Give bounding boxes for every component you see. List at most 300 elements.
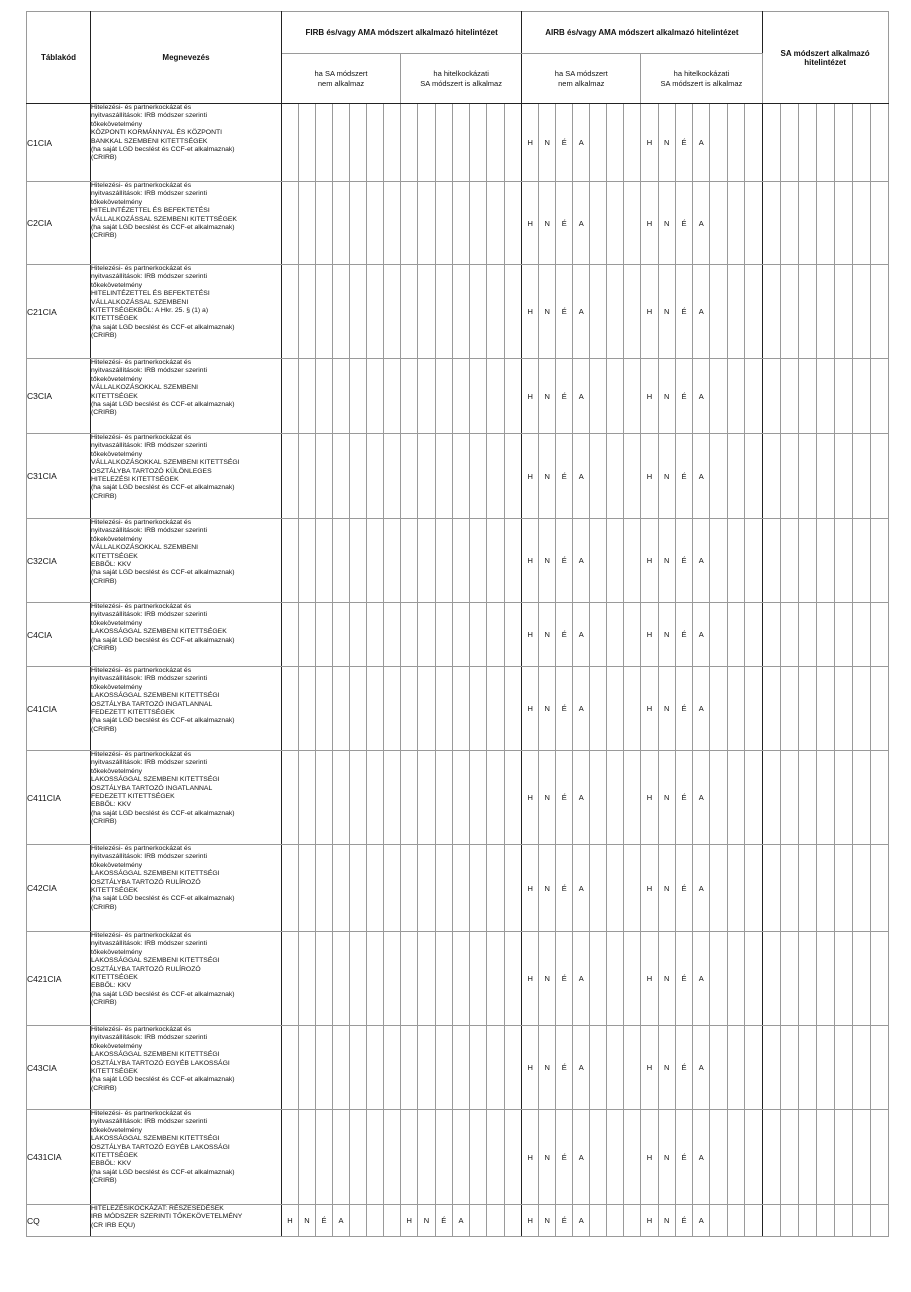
input-cell[interactable] xyxy=(852,359,870,434)
input-cell[interactable]: A xyxy=(573,1205,590,1237)
input-cell[interactable]: H xyxy=(641,434,658,519)
input-cell[interactable] xyxy=(487,434,504,519)
input-cell[interactable] xyxy=(710,104,727,182)
input-cell[interactable] xyxy=(834,104,852,182)
input-cell[interactable] xyxy=(710,182,727,265)
input-cell[interactable] xyxy=(299,359,316,434)
input-cell[interactable] xyxy=(487,182,504,265)
input-cell[interactable] xyxy=(418,932,435,1026)
input-cell[interactable] xyxy=(367,1026,384,1110)
input-cell[interactable] xyxy=(487,603,504,667)
input-cell[interactable] xyxy=(350,1110,367,1205)
input-cell[interactable] xyxy=(798,104,816,182)
input-cell[interactable] xyxy=(745,519,763,603)
input-cell[interactable] xyxy=(504,1205,521,1237)
input-cell[interactable]: H xyxy=(522,845,539,932)
input-cell[interactable] xyxy=(487,359,504,434)
input-cell[interactable] xyxy=(745,1205,763,1237)
input-cell[interactable]: N xyxy=(539,1205,556,1237)
input-cell[interactable] xyxy=(780,519,798,603)
input-cell[interactable] xyxy=(282,182,299,265)
input-cell[interactable] xyxy=(780,845,798,932)
input-cell[interactable]: H xyxy=(641,932,658,1026)
input-cell[interactable] xyxy=(834,359,852,434)
input-cell[interactable]: N xyxy=(539,667,556,751)
input-cell[interactable] xyxy=(384,182,401,265)
input-cell[interactable] xyxy=(780,751,798,845)
input-cell[interactable] xyxy=(870,434,888,519)
input-cell[interactable] xyxy=(384,359,401,434)
input-cell[interactable] xyxy=(418,519,435,603)
input-cell[interactable] xyxy=(435,265,452,359)
input-cell[interactable] xyxy=(435,845,452,932)
input-cell[interactable]: A xyxy=(573,182,590,265)
input-cell[interactable] xyxy=(816,845,834,932)
input-cell[interactable] xyxy=(798,751,816,845)
input-cell[interactable] xyxy=(834,845,852,932)
input-cell[interactable] xyxy=(470,1205,487,1237)
input-cell[interactable] xyxy=(418,104,435,182)
input-cell[interactable] xyxy=(282,603,299,667)
input-cell[interactable] xyxy=(487,751,504,845)
input-cell[interactable] xyxy=(435,1026,452,1110)
input-cell[interactable] xyxy=(816,1026,834,1110)
input-cell[interactable] xyxy=(762,519,780,603)
input-cell[interactable] xyxy=(299,434,316,519)
input-cell[interactable]: A xyxy=(693,434,710,519)
input-cell[interactable] xyxy=(384,845,401,932)
input-cell[interactable] xyxy=(607,1026,624,1110)
input-cell[interactable] xyxy=(834,265,852,359)
input-cell[interactable] xyxy=(504,1026,521,1110)
input-cell[interactable] xyxy=(333,667,350,751)
input-cell[interactable]: É xyxy=(675,265,692,359)
input-cell[interactable] xyxy=(727,265,744,359)
input-cell[interactable] xyxy=(435,104,452,182)
input-cell[interactable] xyxy=(452,1026,469,1110)
input-cell[interactable] xyxy=(384,104,401,182)
input-cell[interactable] xyxy=(452,1110,469,1205)
input-cell[interactable] xyxy=(780,1205,798,1237)
input-cell[interactable] xyxy=(727,751,744,845)
input-cell[interactable] xyxy=(504,932,521,1026)
input-cell[interactable] xyxy=(870,603,888,667)
input-cell[interactable] xyxy=(316,932,333,1026)
input-cell[interactable] xyxy=(435,603,452,667)
input-cell[interactable] xyxy=(590,751,607,845)
input-cell[interactable] xyxy=(727,1110,744,1205)
input-cell[interactable] xyxy=(316,1110,333,1205)
input-cell[interactable]: N xyxy=(539,932,556,1026)
input-cell[interactable]: H xyxy=(641,667,658,751)
input-cell[interactable] xyxy=(834,932,852,1026)
input-cell[interactable] xyxy=(745,845,763,932)
input-cell[interactable] xyxy=(452,104,469,182)
input-cell[interactable] xyxy=(870,359,888,434)
input-cell[interactable] xyxy=(316,434,333,519)
input-cell[interactable] xyxy=(350,359,367,434)
input-cell[interactable]: H xyxy=(641,751,658,845)
input-cell[interactable] xyxy=(745,359,763,434)
input-cell[interactable] xyxy=(470,1110,487,1205)
input-cell[interactable] xyxy=(282,519,299,603)
input-cell[interactable]: N xyxy=(658,265,675,359)
input-cell[interactable] xyxy=(350,1205,367,1237)
input-cell[interactable] xyxy=(504,434,521,519)
input-cell[interactable]: A xyxy=(573,104,590,182)
input-cell[interactable] xyxy=(299,265,316,359)
input-cell[interactable] xyxy=(401,751,418,845)
input-cell[interactable]: N xyxy=(658,667,675,751)
input-cell[interactable] xyxy=(384,519,401,603)
input-cell[interactable]: A xyxy=(693,932,710,1026)
input-cell[interactable]: H xyxy=(522,1110,539,1205)
input-cell[interactable] xyxy=(590,1205,607,1237)
input-cell[interactable] xyxy=(282,265,299,359)
input-cell[interactable] xyxy=(624,265,641,359)
input-cell[interactable] xyxy=(798,265,816,359)
input-cell[interactable] xyxy=(367,434,384,519)
input-cell[interactable] xyxy=(762,932,780,1026)
input-cell[interactable] xyxy=(727,519,744,603)
input-cell[interactable] xyxy=(470,845,487,932)
input-cell[interactable] xyxy=(282,1110,299,1205)
input-cell[interactable] xyxy=(870,104,888,182)
input-cell[interactable] xyxy=(367,845,384,932)
input-cell[interactable] xyxy=(384,751,401,845)
input-cell[interactable] xyxy=(367,1205,384,1237)
input-cell[interactable] xyxy=(624,104,641,182)
input-cell[interactable]: A xyxy=(573,519,590,603)
input-cell[interactable] xyxy=(607,265,624,359)
input-cell[interactable] xyxy=(384,603,401,667)
input-cell[interactable] xyxy=(487,1110,504,1205)
input-cell[interactable]: É xyxy=(675,845,692,932)
input-cell[interactable] xyxy=(367,104,384,182)
input-cell[interactable]: É xyxy=(556,667,573,751)
input-cell[interactable] xyxy=(299,519,316,603)
input-cell[interactable]: N xyxy=(658,1110,675,1205)
input-cell[interactable] xyxy=(316,519,333,603)
input-cell[interactable] xyxy=(367,182,384,265)
input-cell[interactable]: É xyxy=(556,845,573,932)
input-cell[interactable] xyxy=(282,104,299,182)
input-cell[interactable] xyxy=(816,359,834,434)
input-cell[interactable] xyxy=(367,932,384,1026)
input-cell[interactable] xyxy=(435,751,452,845)
input-cell[interactable] xyxy=(590,182,607,265)
input-cell[interactable] xyxy=(852,845,870,932)
input-cell[interactable] xyxy=(590,932,607,1026)
input-cell[interactable] xyxy=(798,667,816,751)
input-cell[interactable]: É xyxy=(556,1110,573,1205)
input-cell[interactable] xyxy=(624,1110,641,1205)
input-cell[interactable] xyxy=(870,667,888,751)
input-cell[interactable] xyxy=(798,359,816,434)
input-cell[interactable] xyxy=(418,667,435,751)
input-cell[interactable] xyxy=(350,751,367,845)
input-cell[interactable] xyxy=(435,1110,452,1205)
input-cell[interactable] xyxy=(350,265,367,359)
input-cell[interactable]: H xyxy=(641,182,658,265)
input-cell[interactable] xyxy=(870,845,888,932)
input-cell[interactable] xyxy=(710,845,727,932)
input-cell[interactable]: A xyxy=(693,1110,710,1205)
input-cell[interactable] xyxy=(487,845,504,932)
input-cell[interactable] xyxy=(333,751,350,845)
input-cell[interactable] xyxy=(470,667,487,751)
input-cell[interactable] xyxy=(710,667,727,751)
input-cell[interactable] xyxy=(834,751,852,845)
input-cell[interactable] xyxy=(350,1026,367,1110)
input-cell[interactable] xyxy=(401,845,418,932)
input-cell[interactable] xyxy=(452,603,469,667)
input-cell[interactable] xyxy=(299,845,316,932)
input-cell[interactable] xyxy=(852,1110,870,1205)
input-cell[interactable] xyxy=(727,1205,744,1237)
input-cell[interactable] xyxy=(816,1110,834,1205)
input-cell[interactable] xyxy=(350,182,367,265)
input-cell[interactable] xyxy=(435,434,452,519)
input-cell[interactable] xyxy=(798,845,816,932)
input-cell[interactable] xyxy=(762,182,780,265)
input-cell[interactable] xyxy=(727,667,744,751)
input-cell[interactable] xyxy=(504,182,521,265)
input-cell[interactable] xyxy=(834,603,852,667)
input-cell[interactable] xyxy=(798,1205,816,1237)
input-cell[interactable] xyxy=(780,265,798,359)
input-cell[interactable] xyxy=(727,932,744,1026)
input-cell[interactable] xyxy=(487,104,504,182)
input-cell[interactable]: H xyxy=(641,1205,658,1237)
input-cell[interactable] xyxy=(727,182,744,265)
input-cell[interactable]: A xyxy=(573,434,590,519)
input-cell[interactable] xyxy=(435,182,452,265)
input-cell[interactable] xyxy=(607,603,624,667)
input-cell[interactable] xyxy=(745,1026,763,1110)
input-cell[interactable] xyxy=(607,667,624,751)
input-cell[interactable] xyxy=(470,265,487,359)
input-cell[interactable] xyxy=(333,932,350,1026)
input-cell[interactable] xyxy=(780,1026,798,1110)
input-cell[interactable] xyxy=(710,519,727,603)
input-cell[interactable] xyxy=(452,519,469,603)
input-cell[interactable] xyxy=(418,603,435,667)
input-cell[interactable] xyxy=(710,1205,727,1237)
input-cell[interactable] xyxy=(780,182,798,265)
input-cell[interactable] xyxy=(590,1110,607,1205)
input-cell[interactable] xyxy=(762,359,780,434)
input-cell[interactable]: N xyxy=(418,1205,435,1237)
input-cell[interactable] xyxy=(384,1205,401,1237)
input-cell[interactable] xyxy=(834,182,852,265)
input-cell[interactable] xyxy=(401,434,418,519)
input-cell[interactable] xyxy=(367,603,384,667)
input-cell[interactable]: N xyxy=(539,104,556,182)
input-cell[interactable]: N xyxy=(658,1205,675,1237)
input-cell[interactable] xyxy=(333,182,350,265)
input-cell[interactable] xyxy=(852,182,870,265)
input-cell[interactable] xyxy=(816,603,834,667)
input-cell[interactable] xyxy=(710,932,727,1026)
input-cell[interactable] xyxy=(816,932,834,1026)
input-cell[interactable] xyxy=(299,104,316,182)
input-cell[interactable] xyxy=(401,667,418,751)
input-cell[interactable]: A xyxy=(693,519,710,603)
input-cell[interactable]: A xyxy=(693,265,710,359)
input-cell[interactable] xyxy=(452,265,469,359)
input-cell[interactable]: N xyxy=(658,1026,675,1110)
input-cell[interactable] xyxy=(282,359,299,434)
input-cell[interactable]: N xyxy=(658,932,675,1026)
input-cell[interactable] xyxy=(816,104,834,182)
input-cell[interactable]: N xyxy=(539,603,556,667)
input-cell[interactable] xyxy=(710,265,727,359)
input-cell[interactable] xyxy=(762,751,780,845)
input-cell[interactable] xyxy=(333,603,350,667)
input-cell[interactable] xyxy=(367,519,384,603)
input-cell[interactable] xyxy=(316,1026,333,1110)
input-cell[interactable] xyxy=(435,519,452,603)
input-cell[interactable] xyxy=(624,845,641,932)
input-cell[interactable] xyxy=(590,667,607,751)
input-cell[interactable] xyxy=(367,667,384,751)
input-cell[interactable] xyxy=(852,519,870,603)
input-cell[interactable] xyxy=(727,603,744,667)
input-cell[interactable] xyxy=(470,434,487,519)
input-cell[interactable] xyxy=(607,751,624,845)
input-cell[interactable] xyxy=(780,104,798,182)
input-cell[interactable] xyxy=(435,667,452,751)
input-cell[interactable] xyxy=(316,104,333,182)
input-cell[interactable]: A xyxy=(693,1205,710,1237)
input-cell[interactable]: N xyxy=(539,182,556,265)
input-cell[interactable] xyxy=(624,519,641,603)
input-cell[interactable] xyxy=(487,1205,504,1237)
input-cell[interactable]: N xyxy=(658,434,675,519)
input-cell[interactable] xyxy=(762,603,780,667)
input-cell[interactable]: N xyxy=(539,519,556,603)
input-cell[interactable] xyxy=(333,519,350,603)
input-cell[interactable] xyxy=(316,265,333,359)
input-cell[interactable]: É xyxy=(316,1205,333,1237)
input-cell[interactable] xyxy=(624,434,641,519)
input-cell[interactable] xyxy=(350,104,367,182)
input-cell[interactable] xyxy=(852,265,870,359)
input-cell[interactable] xyxy=(870,1205,888,1237)
input-cell[interactable]: N xyxy=(539,434,556,519)
input-cell[interactable] xyxy=(282,434,299,519)
input-cell[interactable] xyxy=(590,519,607,603)
input-cell[interactable] xyxy=(816,1205,834,1237)
input-cell[interactable] xyxy=(590,359,607,434)
input-cell[interactable]: H xyxy=(641,519,658,603)
input-cell[interactable] xyxy=(367,359,384,434)
input-cell[interactable]: É xyxy=(675,104,692,182)
input-cell[interactable]: N xyxy=(658,104,675,182)
input-cell[interactable] xyxy=(504,751,521,845)
input-cell[interactable] xyxy=(418,265,435,359)
input-cell[interactable] xyxy=(710,751,727,845)
input-cell[interactable] xyxy=(607,1110,624,1205)
input-cell[interactable] xyxy=(727,845,744,932)
input-cell[interactable] xyxy=(624,1205,641,1237)
input-cell[interactable] xyxy=(282,667,299,751)
input-cell[interactable] xyxy=(401,359,418,434)
input-cell[interactable] xyxy=(798,603,816,667)
input-cell[interactable]: A xyxy=(573,751,590,845)
input-cell[interactable] xyxy=(470,182,487,265)
input-cell[interactable]: A xyxy=(333,1205,350,1237)
input-cell[interactable]: É xyxy=(675,182,692,265)
input-cell[interactable] xyxy=(590,845,607,932)
input-cell[interactable] xyxy=(470,603,487,667)
input-cell[interactable] xyxy=(350,845,367,932)
input-cell[interactable] xyxy=(487,519,504,603)
input-cell[interactable] xyxy=(762,265,780,359)
input-cell[interactable] xyxy=(367,1110,384,1205)
input-cell[interactable]: H xyxy=(522,667,539,751)
input-cell[interactable]: H xyxy=(401,1205,418,1237)
input-cell[interactable] xyxy=(333,265,350,359)
input-cell[interactable] xyxy=(798,932,816,1026)
input-cell[interactable] xyxy=(607,845,624,932)
input-cell[interactable] xyxy=(452,667,469,751)
input-cell[interactable] xyxy=(384,1026,401,1110)
input-cell[interactable] xyxy=(780,434,798,519)
input-cell[interactable] xyxy=(590,603,607,667)
input-cell[interactable] xyxy=(710,359,727,434)
input-cell[interactable] xyxy=(333,104,350,182)
input-cell[interactable]: N xyxy=(299,1205,316,1237)
input-cell[interactable] xyxy=(762,434,780,519)
input-cell[interactable] xyxy=(282,1026,299,1110)
input-cell[interactable] xyxy=(852,932,870,1026)
input-cell[interactable] xyxy=(401,603,418,667)
input-cell[interactable] xyxy=(299,932,316,1026)
input-cell[interactable] xyxy=(590,104,607,182)
input-cell[interactable] xyxy=(816,667,834,751)
input-cell[interactable] xyxy=(834,519,852,603)
input-cell[interactable]: É xyxy=(556,751,573,845)
input-cell[interactable]: N xyxy=(539,265,556,359)
input-cell[interactable] xyxy=(401,932,418,1026)
input-cell[interactable] xyxy=(470,1026,487,1110)
input-cell[interactable]: N xyxy=(658,519,675,603)
input-cell[interactable]: A xyxy=(573,845,590,932)
input-cell[interactable] xyxy=(834,434,852,519)
input-cell[interactable] xyxy=(504,359,521,434)
input-cell[interactable]: A xyxy=(573,359,590,434)
input-cell[interactable] xyxy=(745,751,763,845)
input-cell[interactable]: É xyxy=(556,603,573,667)
input-cell[interactable] xyxy=(367,751,384,845)
input-cell[interactable] xyxy=(780,603,798,667)
input-cell[interactable] xyxy=(470,359,487,434)
input-cell[interactable]: H xyxy=(522,932,539,1026)
input-cell[interactable] xyxy=(504,603,521,667)
input-cell[interactable] xyxy=(624,359,641,434)
input-cell[interactable] xyxy=(401,182,418,265)
input-cell[interactable] xyxy=(367,265,384,359)
input-cell[interactable]: H xyxy=(522,434,539,519)
input-cell[interactable]: A xyxy=(693,1026,710,1110)
input-cell[interactable] xyxy=(798,182,816,265)
input-cell[interactable]: A xyxy=(693,751,710,845)
input-cell[interactable] xyxy=(299,667,316,751)
input-cell[interactable] xyxy=(798,1110,816,1205)
input-cell[interactable] xyxy=(745,667,763,751)
